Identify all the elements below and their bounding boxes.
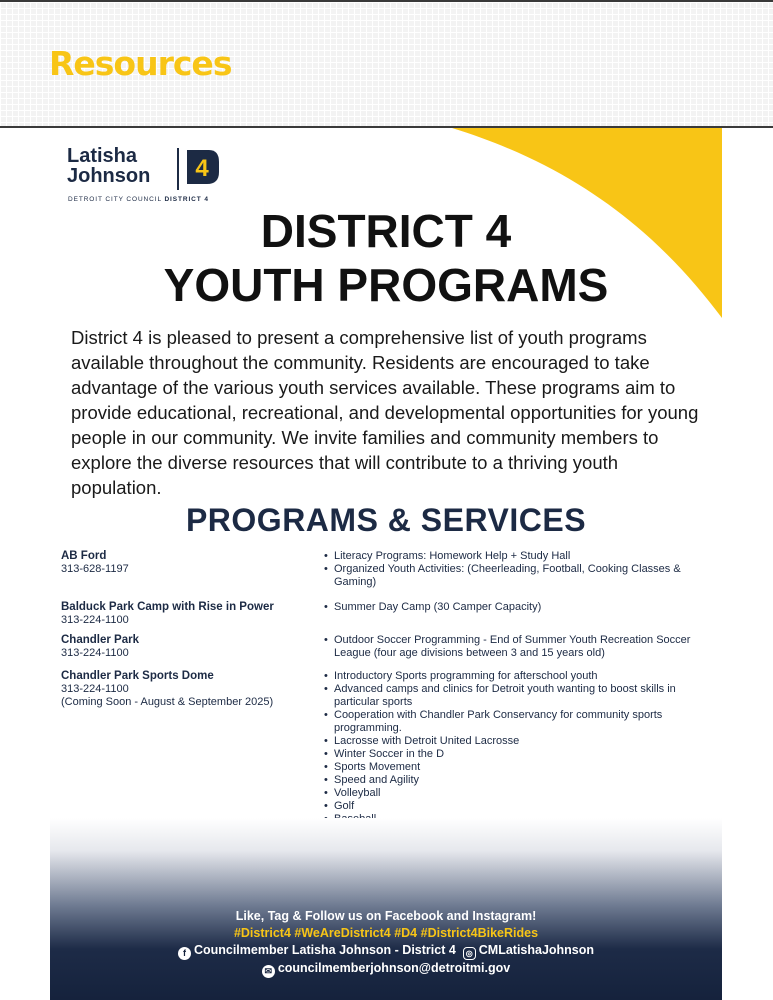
intro-paragraph: District 4 is pleased to present a comprehensive list of youth programs available throughout the community. Residents are encouraged to take advantage of the various youth services available. These programs aim to provide educational, recreational, and developmental opportunities for young people in our community. We invite families and community members to explore the diverse resources that will contribute to a thriving youth population. (71, 327, 699, 498)
program-note: (Coming Soon - August & September 2025) (61, 696, 274, 708)
list-item: • Sports Movement (324, 761, 714, 774)
footer-follow-line: Like, Tag & Follow us on Facebook and Instagram! (235, 909, 537, 923)
program-info (61, 670, 309, 709)
logo-district: DISTRICT 4 (164, 196, 209, 203)
logo-name (67, 146, 177, 186)
program-info (61, 601, 309, 627)
footer-social-line (50, 942, 722, 960)
instagram-icon: ◎ (463, 947, 476, 960)
page-title: Resources (49, 44, 232, 83)
footer-hashtags: #District4 #WeAreDistrict4 #D4 #District4BikeRides (233, 926, 539, 940)
list-item: • Speed and Agility (324, 774, 714, 787)
email-address[interactable]: councilmemberjohnson@detroitmi.gov (277, 961, 511, 975)
logo-subtitle (68, 196, 209, 203)
program-name: Chandler Park (61, 634, 139, 646)
logo-last-name: Johnson (67, 165, 151, 187)
list-item: • Golf (324, 800, 714, 813)
list-item: • Organized Youth Activities: (Cheerleading, Football, Cooking Classes & Gaming) (324, 563, 714, 589)
list-item: • Advanced camps and clinics for Detroit youth wanting to boost skills in particular sports (324, 683, 714, 709)
program-phone: 313-628-1197 (61, 563, 129, 575)
facebook-handle[interactable]: Councilmember Latisha Johnson - District 4 (193, 943, 456, 957)
flyer-document (50, 128, 722, 1000)
headline-line-1: DISTRICT 4 (260, 205, 512, 257)
list-item: • Lacrosse with Detroit United Lacrosse (324, 735, 714, 748)
headline-line-2: YOUTH PROGRAMS (163, 259, 609, 311)
program-name: Chandler Park Sports Dome (61, 670, 214, 682)
program-list (324, 550, 714, 589)
list-item: • Introductory Sports programming for afterschool youth (324, 670, 714, 683)
program-phone: 313-224-1100 (61, 614, 129, 626)
program-phone: 313-224-1100 (61, 683, 129, 695)
program-name: Balduck Park Camp with Rise in Power (61, 601, 274, 613)
footer-email-line (50, 960, 722, 978)
footer-text (50, 908, 722, 978)
logo-divider (177, 148, 179, 190)
list-item: • Outdoor Soccer Programming - End of Summer Youth Recreation Soccer League (four age divisions between 3 and 15 years old) (324, 634, 714, 660)
flyer-footer (50, 818, 722, 1000)
program-list (324, 670, 714, 839)
list-item: • Volleyball (324, 787, 714, 800)
logo-badge-text: 4 (195, 155, 209, 182)
list-item: • Cooperation with Chandler Park Conservancy for community sports programming. (324, 709, 714, 735)
page-header (0, 0, 773, 128)
list-item: • Winter Soccer in the D (324, 748, 714, 761)
logo-first-name: Latisha (67, 145, 138, 167)
email-icon: ✉ (262, 965, 275, 978)
facebook-icon: f (178, 947, 191, 960)
program-info (61, 550, 309, 576)
services-heading: PROGRAMS & SERVICES (185, 502, 587, 538)
list-item: • Summer Day Camp (30 Camper Capacity) (324, 601, 714, 614)
instagram-handle[interactable]: CMLatishaJohnson (478, 943, 595, 957)
program-name: AB Ford (61, 550, 107, 562)
program-list (324, 634, 714, 660)
program-phone: 313-224-1100 (61, 647, 129, 659)
document-headline (50, 204, 722, 312)
logo-council: DETROIT CITY COUNCIL (68, 196, 162, 203)
council-logo (67, 146, 242, 206)
program-info (61, 634, 309, 660)
district-badge-icon (185, 148, 221, 186)
list-item: • Literacy Programs: Homework Help + Study Hall (324, 550, 714, 563)
program-list (324, 601, 714, 614)
